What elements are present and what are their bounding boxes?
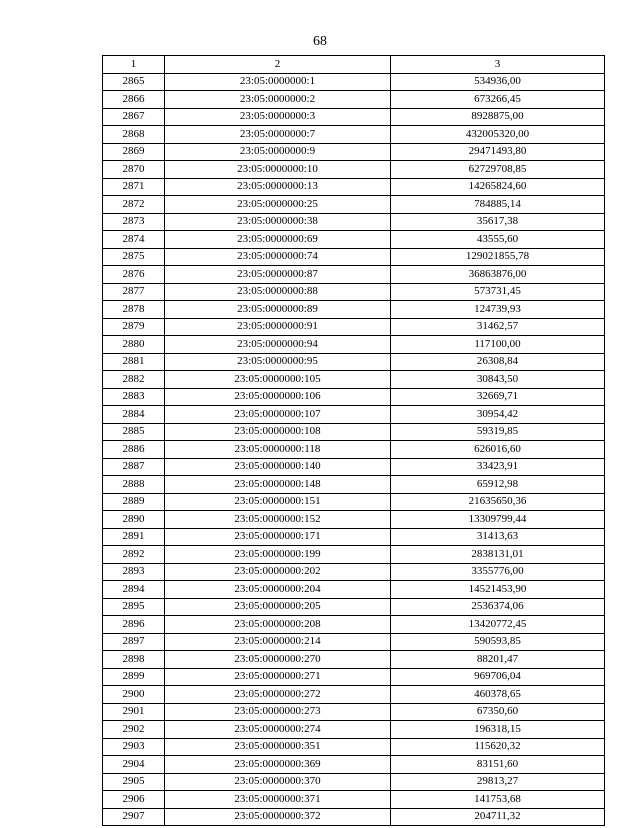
value-cell: 31462,57 — [391, 318, 605, 336]
value-cell: 204711,32 — [391, 808, 605, 826]
value-cell: 14521453,90 — [391, 581, 605, 599]
table-row — [103, 598, 605, 616]
cadastral-number-cell: 23:05:0000000:371 — [165, 791, 391, 809]
value-cell: 14265824,60 — [391, 178, 605, 196]
cadastral-number-cell: 23:05:0000000:10 — [165, 161, 391, 179]
cadastral-number-cell: 23:05:0000000:272 — [165, 686, 391, 704]
table-row — [103, 686, 605, 704]
cadastral-number-cell: 23:05:0000000:204 — [165, 581, 391, 599]
table-row — [103, 581, 605, 599]
cadastral-number-cell: 23:05:0000000:199 — [165, 546, 391, 564]
cadastral-number-cell: 23:05:0000000:271 — [165, 668, 391, 686]
value-cell: 460378,65 — [391, 686, 605, 704]
row-number-cell: 2907 — [103, 808, 165, 826]
value-cell: 784885,14 — [391, 196, 605, 214]
value-cell: 534936,00 — [391, 73, 605, 91]
value-cell: 673266,45 — [391, 91, 605, 109]
row-number-cell: 2895 — [103, 598, 165, 616]
cadastral-number-cell: 23:05:0000000:95 — [165, 353, 391, 371]
table-row — [103, 248, 605, 266]
cadastral-number-cell: 23:05:0000000:69 — [165, 231, 391, 249]
table-row — [103, 353, 605, 371]
table-row — [103, 476, 605, 494]
cadastral-number-cell: 23:05:0000000:171 — [165, 528, 391, 546]
value-cell: 36863876,00 — [391, 266, 605, 284]
value-cell: 573731,45 — [391, 283, 605, 301]
value-cell: 30843,50 — [391, 371, 605, 389]
table-row — [103, 196, 605, 214]
cadastral-number-cell: 23:05:0000000:88 — [165, 283, 391, 301]
header-row — [103, 56, 605, 74]
row-number-cell: 2876 — [103, 266, 165, 284]
value-cell: 124739,93 — [391, 301, 605, 319]
cadastral-number-cell: 23:05:0000000:370 — [165, 773, 391, 791]
row-number-cell: 2889 — [103, 493, 165, 511]
value-cell: 115620,32 — [391, 738, 605, 756]
table-row — [103, 756, 605, 774]
cadastral-number-cell: 23:05:0000000:208 — [165, 616, 391, 634]
column-header-2: 2 — [165, 56, 391, 74]
table-row — [103, 808, 605, 826]
cadastral-number-cell: 23:05:0000000:13 — [165, 178, 391, 196]
cadastral-number-cell: 23:05:0000000:38 — [165, 213, 391, 231]
value-cell: 3355776,00 — [391, 563, 605, 581]
value-cell: 32669,71 — [391, 388, 605, 406]
table-row — [103, 371, 605, 389]
value-cell: 129021855,78 — [391, 248, 605, 266]
row-number-cell: 2901 — [103, 703, 165, 721]
row-number-cell: 2886 — [103, 441, 165, 459]
table-row — [103, 668, 605, 686]
cadastral-number-cell: 23:05:0000000:1 — [165, 73, 391, 91]
value-cell: 59319,85 — [391, 423, 605, 441]
table-row — [103, 738, 605, 756]
table-row — [103, 388, 605, 406]
value-cell: 626016,60 — [391, 441, 605, 459]
row-number-cell: 2881 — [103, 353, 165, 371]
table-row — [103, 336, 605, 354]
value-cell: 432005320,00 — [391, 126, 605, 144]
row-number-cell: 2885 — [103, 423, 165, 441]
value-cell: 8928875,00 — [391, 108, 605, 126]
value-cell: 67350,60 — [391, 703, 605, 721]
value-cell: 33423,91 — [391, 458, 605, 476]
value-cell: 13309799,44 — [391, 511, 605, 529]
table-row — [103, 213, 605, 231]
page-number: 68 — [313, 34, 327, 49]
value-cell: 590593,85 — [391, 633, 605, 651]
table-row — [103, 161, 605, 179]
cadastral-number-cell: 23:05:0000000:25 — [165, 196, 391, 214]
row-number-cell: 2888 — [103, 476, 165, 494]
table-row — [103, 703, 605, 721]
row-number-cell: 2865 — [103, 73, 165, 91]
row-number-cell: 2903 — [103, 738, 165, 756]
row-number-cell: 2872 — [103, 196, 165, 214]
value-cell: 29813,27 — [391, 773, 605, 791]
row-number-cell: 2896 — [103, 616, 165, 634]
row-number-cell: 2878 — [103, 301, 165, 319]
row-number-cell: 2906 — [103, 791, 165, 809]
table-row — [103, 528, 605, 546]
row-number-cell: 2874 — [103, 231, 165, 249]
value-cell: 35617,38 — [391, 213, 605, 231]
row-number-cell: 2866 — [103, 91, 165, 109]
value-cell: 2838131,01 — [391, 546, 605, 564]
value-cell: 30954,42 — [391, 406, 605, 424]
row-number-cell: 2890 — [103, 511, 165, 529]
table-row — [103, 126, 605, 144]
row-number-cell: 2891 — [103, 528, 165, 546]
table-row — [103, 143, 605, 161]
cadastral-number-cell: 23:05:0000000:87 — [165, 266, 391, 284]
table-row — [103, 773, 605, 791]
value-cell: 29471493,80 — [391, 143, 605, 161]
table-row — [103, 178, 605, 196]
row-number-cell: 2902 — [103, 721, 165, 739]
table-row — [103, 563, 605, 581]
cadastral-number-cell: 23:05:0000000:351 — [165, 738, 391, 756]
value-cell: 65912,98 — [391, 476, 605, 494]
row-number-cell: 2897 — [103, 633, 165, 651]
row-number-cell: 2899 — [103, 668, 165, 686]
value-cell: 88201,47 — [391, 651, 605, 669]
cadastral-number-cell: 23:05:0000000:372 — [165, 808, 391, 826]
row-number-cell: 2879 — [103, 318, 165, 336]
table-header — [103, 56, 605, 74]
table-row — [103, 458, 605, 476]
row-number-cell: 2904 — [103, 756, 165, 774]
row-number-cell: 2870 — [103, 161, 165, 179]
table-row — [103, 493, 605, 511]
value-cell: 21635650,36 — [391, 493, 605, 511]
row-number-cell: 2869 — [103, 143, 165, 161]
cadastral-number-cell: 23:05:0000000:369 — [165, 756, 391, 774]
value-cell: 31413,63 — [391, 528, 605, 546]
row-number-cell: 2894 — [103, 581, 165, 599]
table-row — [103, 73, 605, 91]
row-number-cell: 2880 — [103, 336, 165, 354]
cadastral-number-cell: 23:05:0000000:118 — [165, 441, 391, 459]
cadastral-number-cell: 23:05:0000000:214 — [165, 633, 391, 651]
value-cell: 26308,84 — [391, 353, 605, 371]
table-row — [103, 231, 605, 249]
table-row — [103, 651, 605, 669]
cadastral-number-cell: 23:05:0000000:202 — [165, 563, 391, 581]
value-cell: 969706,04 — [391, 668, 605, 686]
cadastral-number-cell: 23:05:0000000:91 — [165, 318, 391, 336]
cadastral-number-cell: 23:05:0000000:94 — [165, 336, 391, 354]
table-row — [103, 283, 605, 301]
row-number-cell: 2887 — [103, 458, 165, 476]
cadastral-number-cell: 23:05:0000000:106 — [165, 388, 391, 406]
row-number-cell: 2871 — [103, 178, 165, 196]
row-number-cell: 2873 — [103, 213, 165, 231]
table-row — [103, 301, 605, 319]
cadastral-number-cell: 23:05:0000000:151 — [165, 493, 391, 511]
cadastral-number-cell: 23:05:0000000:74 — [165, 248, 391, 266]
table-row — [103, 791, 605, 809]
row-number-cell: 2898 — [103, 651, 165, 669]
cadastral-number-cell: 23:05:0000000:274 — [165, 721, 391, 739]
cadastral-number-cell: 23:05:0000000:140 — [165, 458, 391, 476]
row-number-cell: 2883 — [103, 388, 165, 406]
cadastral-number-cell: 23:05:0000000:273 — [165, 703, 391, 721]
table-row — [103, 108, 605, 126]
table-row — [103, 441, 605, 459]
value-cell: 196318,15 — [391, 721, 605, 739]
value-cell: 83151,60 — [391, 756, 605, 774]
data-table — [102, 55, 605, 826]
table-row — [103, 511, 605, 529]
cadastral-number-cell: 23:05:0000000:105 — [165, 371, 391, 389]
cadastral-number-cell: 23:05:0000000:148 — [165, 476, 391, 494]
cadastral-number-cell: 23:05:0000000:152 — [165, 511, 391, 529]
row-number-cell: 2875 — [103, 248, 165, 266]
value-cell: 62729708,85 — [391, 161, 605, 179]
cadastral-number-cell: 23:05:0000000:3 — [165, 108, 391, 126]
value-cell: 43555,60 — [391, 231, 605, 249]
value-cell: 2536374,06 — [391, 598, 605, 616]
cadastral-number-cell: 23:05:0000000:270 — [165, 651, 391, 669]
row-number-cell: 2867 — [103, 108, 165, 126]
value-cell: 141753,68 — [391, 791, 605, 809]
row-number-cell: 2868 — [103, 126, 165, 144]
cadastral-number-cell: 23:05:0000000:9 — [165, 143, 391, 161]
table-row — [103, 616, 605, 634]
table-row — [103, 546, 605, 564]
table-row — [103, 266, 605, 284]
row-number-cell: 2884 — [103, 406, 165, 424]
row-number-cell: 2892 — [103, 546, 165, 564]
table-row — [103, 721, 605, 739]
table-row — [103, 406, 605, 424]
value-cell: 117100,00 — [391, 336, 605, 354]
row-number-cell: 2900 — [103, 686, 165, 704]
cadastral-number-cell: 23:05:0000000:205 — [165, 598, 391, 616]
row-number-cell: 2905 — [103, 773, 165, 791]
table-body — [103, 73, 605, 826]
cadastral-number-cell: 23:05:0000000:107 — [165, 406, 391, 424]
row-number-cell: 2877 — [103, 283, 165, 301]
table-row — [103, 633, 605, 651]
row-number-cell: 2893 — [103, 563, 165, 581]
table-row — [103, 423, 605, 441]
cadastral-number-cell: 23:05:0000000:108 — [165, 423, 391, 441]
cadastral-number-cell: 23:05:0000000:7 — [165, 126, 391, 144]
column-header-3: 3 — [391, 56, 605, 74]
cadastral-number-cell: 23:05:0000000:2 — [165, 91, 391, 109]
table-row — [103, 91, 605, 109]
value-cell: 13420772,45 — [391, 616, 605, 634]
cadastral-number-cell: 23:05:0000000:89 — [165, 301, 391, 319]
row-number-cell: 2882 — [103, 371, 165, 389]
table-row — [103, 318, 605, 336]
column-header-1: 1 — [103, 56, 165, 74]
